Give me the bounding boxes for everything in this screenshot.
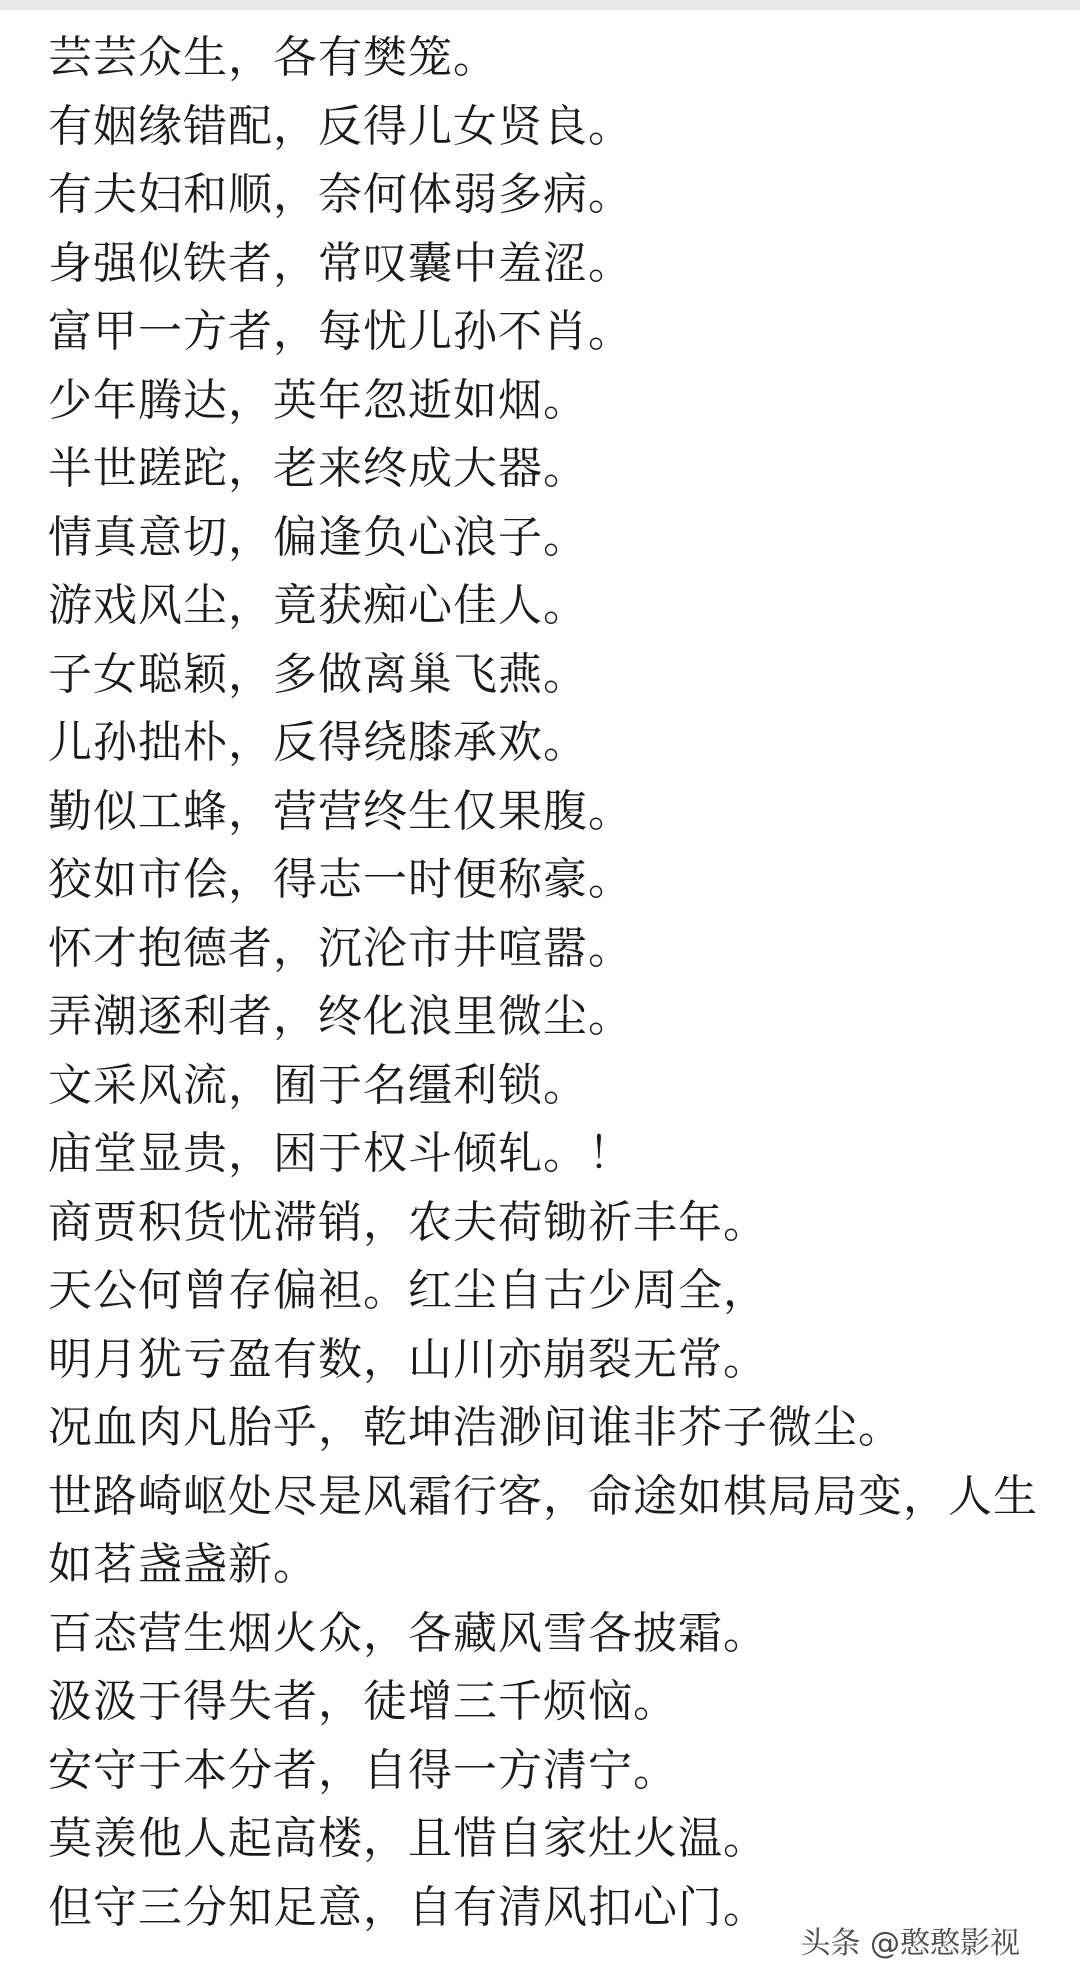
top-border <box>0 0 1080 10</box>
poem-line: 百态营生烟火众，各藏风雪各披霜。 <box>48 1607 768 1659</box>
poem-line: 但守三分知足意，自有清风扣心门。 <box>48 1881 768 1933</box>
poem-line: 儿孙拙朴，反得绕膝承欢。 <box>48 717 588 768</box>
poem-line: 少年腾达，英年忽逝如烟。 <box>48 374 588 426</box>
poem-line: 安守于本分者，自得一方清宁。 <box>48 1744 678 1796</box>
poem-line: 商贾积货忧滞销，农夫荷锄祈丰年。 <box>48 1196 768 1248</box>
poem-line: 如茗盏盏新。 <box>48 1539 318 1590</box>
poem-line: 怀才抱德者，沉沦市井喧嚣。 <box>48 922 633 974</box>
poem-text-block <box>48 24 1048 1942</box>
poem-line: 庙堂显贵，困于权斗倾轧。！ <box>48 1128 633 1179</box>
poem-line: 文采风流，囿于名缰利锁。 <box>48 1059 588 1111</box>
poem-line: 汲汲于得失者，徒增三千烦恼。 <box>48 1676 678 1727</box>
poem-line: 弄潮逐利者，终化浪里微尘。 <box>48 991 633 1042</box>
poem-line: 芸芸众生，各有樊笼。 <box>48 32 498 83</box>
poem-line: 勤似工蜂，营营终生仅果腹。 <box>48 785 633 837</box>
poem-line: 情真意切，偏逢负心浪子。 <box>48 511 588 563</box>
poem-line: 明月犹亏盈有数，山川亦崩裂无常。 <box>48 1333 768 1385</box>
poem-line: 身强似铁者，常叹囊中羞涩。 <box>48 237 633 289</box>
poem-line: 有夫妇和顺，奈何体弱多病。 <box>48 169 633 220</box>
poem-line: 子女聪颖，多做离巢飞燕。 <box>48 648 588 700</box>
poem-line: 况血肉凡胎乎，乾坤浩渺间谁非芥子微尘。 <box>48 1402 903 1453</box>
poem-line: 狡如市侩，得志一时便称豪。 <box>48 854 633 905</box>
poem-line: 有姻缘错配，反得儿女贤良。 <box>48 100 633 152</box>
source-watermark: 头条 @憨憨影视 <box>800 1926 1020 1961</box>
poem-line: 游戏风尘，竟获痴心佳人。 <box>48 580 588 631</box>
poem-line: 世路崎岖处尽是风霜行客，命途如棋局局变，人生 <box>48 1470 1038 1522</box>
poem-line: 半世蹉跎，老来终成大器。 <box>48 443 588 494</box>
poem-line: 富甲一方者，每忧儿孙不肖。 <box>48 306 633 357</box>
poem-line: 天公何曾存偏袒。红尘自古少周全， <box>48 1265 768 1316</box>
poem-line: 莫羡他人起高楼，且惜自家灶火温。 <box>48 1813 768 1864</box>
